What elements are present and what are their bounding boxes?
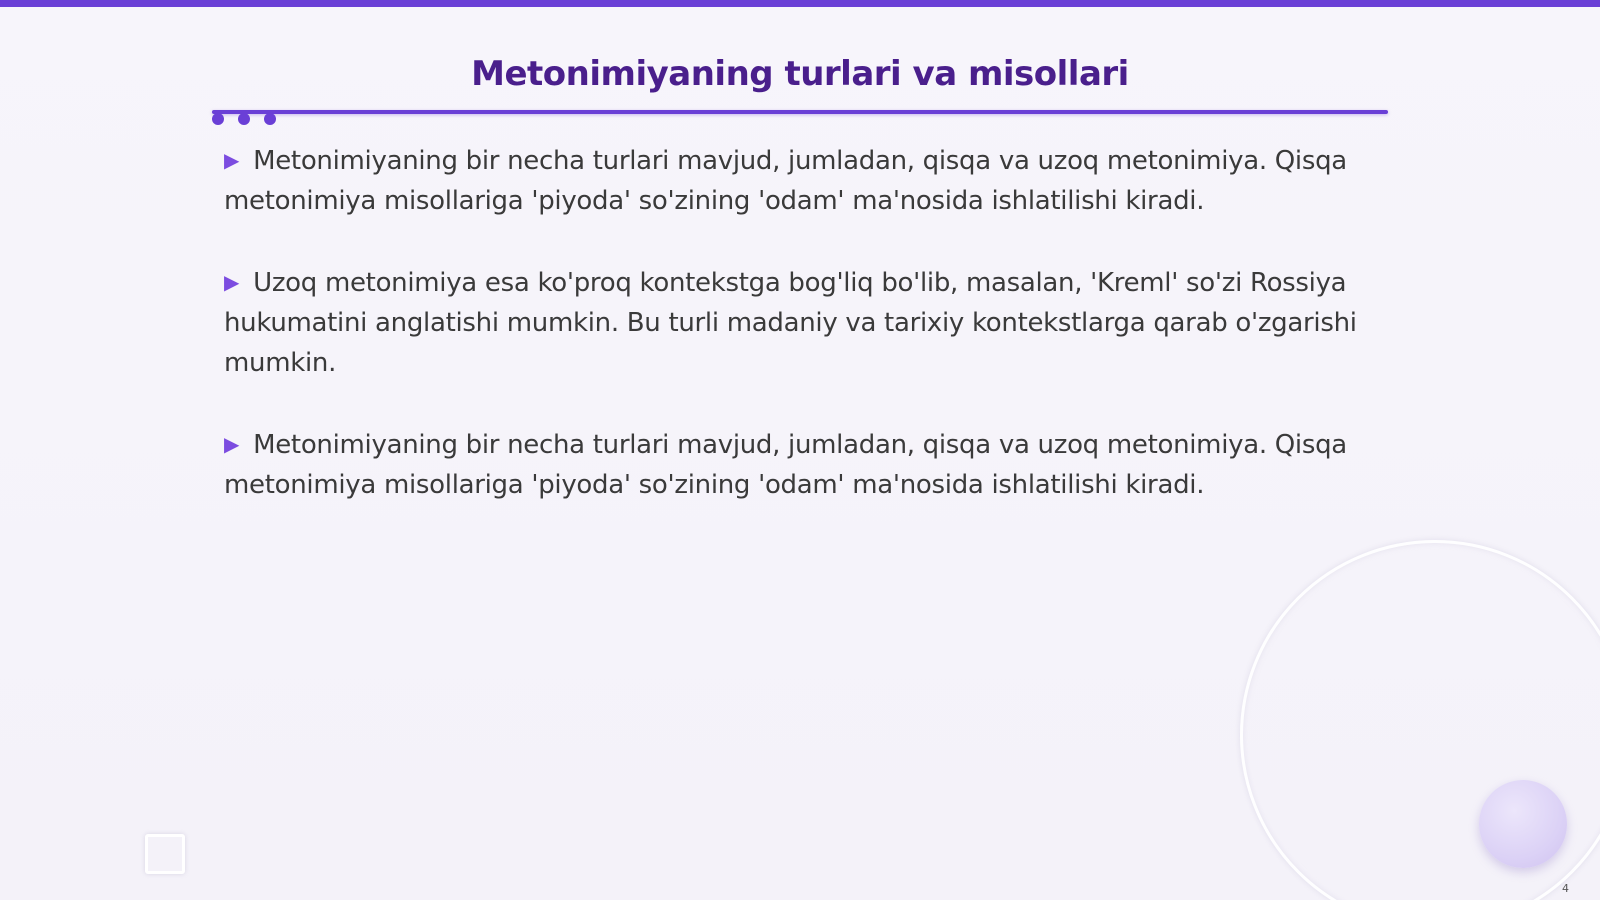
dots-icon bbox=[264, 113, 276, 125]
bullet-text: Uzoq metonimiya esa ko'proq kontekstga bog'liq bo'lib, masalan, 'Kreml' so'zi Rossiya hukumatini anglatishi mumkin. Bu turli madaniy va tarixiy kontekstlarga qarab o'zgarishi mumkin. bbox=[224, 268, 1357, 378]
bullet-text: Metonimiyaning bir necha turlari mavjud, jumladan, qisqa va uzoq metonimiya. Qisqa metonimiya misollariga 'piyoda' so'zining 'odam' ma'nosida ishlatilishi kiradi. bbox=[224, 146, 1347, 216]
bullet-item bbox=[224, 140, 1374, 221]
bullet-text: Metonimiyaning bir necha turlari mavjud, jumladan, qisqa va uzoq metonimiya. Qisqa metonimiya misollariga 'piyoda' so'zining 'odam' ma'nosida ishlatilishi kiradi. bbox=[224, 430, 1347, 500]
decorative-square bbox=[145, 834, 185, 874]
title-underline bbox=[212, 110, 1388, 114]
bullet-item bbox=[224, 424, 1374, 505]
bullet-item bbox=[224, 262, 1374, 383]
slide-number: 4 bbox=[1562, 882, 1569, 895]
dots-icon bbox=[238, 113, 250, 125]
triangle-right-icon: ▶ bbox=[224, 270, 240, 294]
bullet-list bbox=[224, 140, 1374, 546]
dots-icon bbox=[212, 113, 224, 125]
decorative-sphere bbox=[1479, 780, 1567, 868]
triangle-right-icon: ▶ bbox=[224, 432, 240, 456]
top-accent-bar bbox=[0, 0, 1600, 7]
triangle-right-icon: ▶ bbox=[224, 148, 240, 172]
slide-title: Metonimiyaning turlari va misollari bbox=[471, 54, 1129, 94]
